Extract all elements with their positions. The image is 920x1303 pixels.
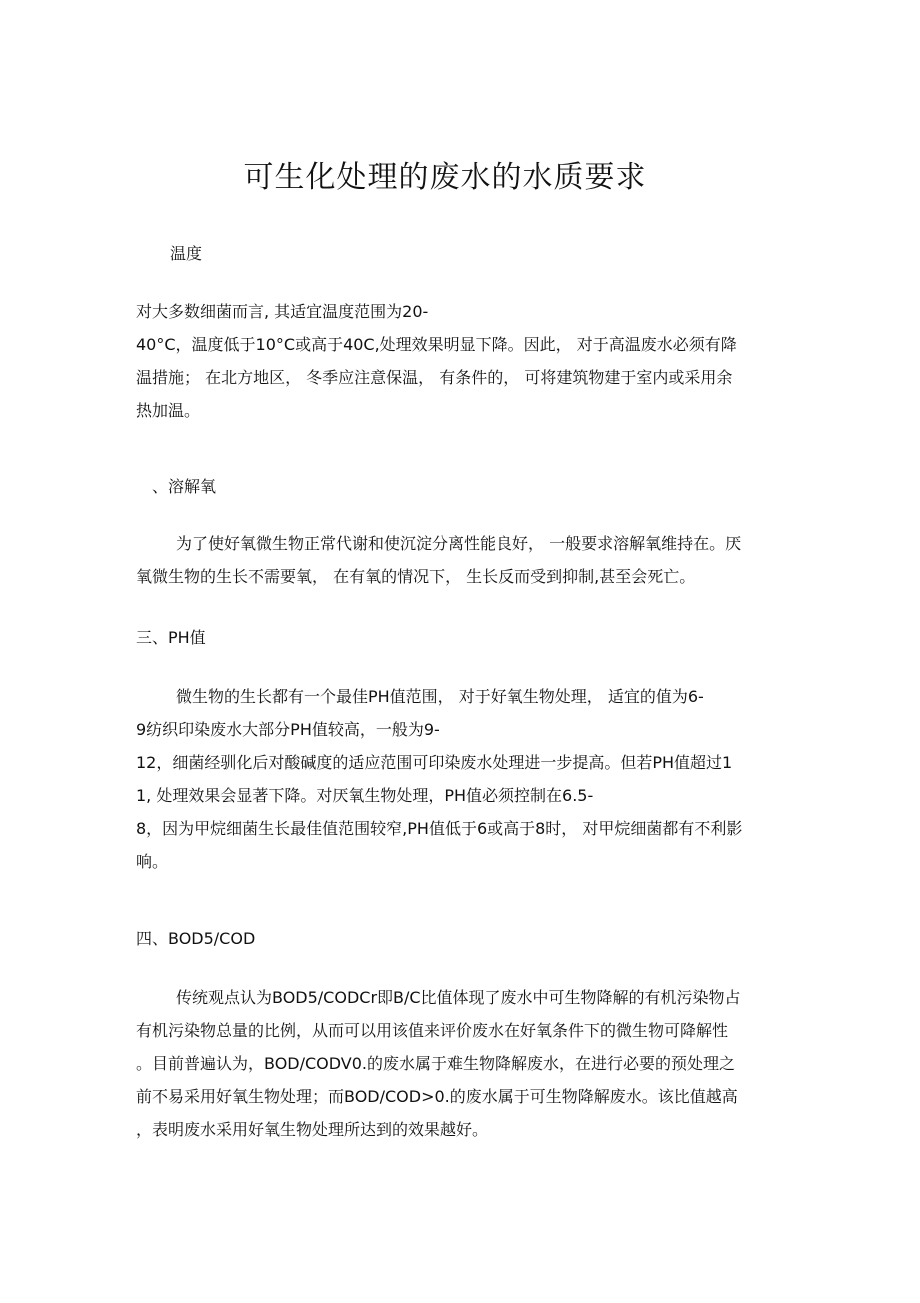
document-title: 可生化处理的废水的水质要求 bbox=[243, 160, 647, 195]
paragraph-line: 氧微生物的生长不需要氧， 在有氧的情况下， 生长反而受到抑制,甚至会死亡。 bbox=[136, 567, 696, 586]
paragraph-line: 。目前普遍认为，BOD/CODV0.的废水属于难生物降解废水，在进行必要的预处理之 bbox=[136, 1054, 736, 1073]
paragraph-line: 8，因为甲烷细菌生长最佳值范围较窄,PH值低于6或高于8时， 对甲烷细菌都有不利影 bbox=[136, 819, 743, 838]
paragraph-line: 热加温。 bbox=[136, 401, 201, 420]
paragraph-line: 9纺织印染废水大部分PH值较高，一般为9- bbox=[136, 720, 440, 739]
paragraph-line: 传统观点认为BOD5/CODCr即B/C比值体现了废水中可生物降解的有机污染物占 bbox=[176, 988, 741, 1007]
paragraph-line: 微生物的生长都有一个最佳PH值范围， 对于好氧生物处理， 适宜的值为6- bbox=[176, 687, 704, 706]
paragraph-line: 为了使好氧微生物正常代谢和使沉淀分离性能良好， 一般要求溶解氧维持在。厌 bbox=[176, 534, 742, 553]
section-body-temperature bbox=[136, 295, 786, 427]
paragraph-line: ，表明废水采用好氧生物处理所达到的效果越好。 bbox=[136, 1120, 489, 1139]
section-body-ph bbox=[136, 680, 786, 878]
paragraph-line: 前不易采用好氧生物处理；而BOD/COD>0.的废水属于可生物降解废水。该比值越高 bbox=[136, 1087, 738, 1106]
paragraph-line: 40°C，温度低于10°C或高于40C,处理效果明显下降。因此， 对于高温废水必须有降 bbox=[136, 335, 737, 354]
section-body-bod-cod bbox=[136, 981, 786, 1146]
paragraph-line: 有机污染物总量的比例，从而可以用该值来评价废水在好氧条件下的微生物可降解性 bbox=[136, 1021, 729, 1040]
paragraph-line: 对大多数细菌而言, 其适宜温度范围为20- bbox=[136, 302, 429, 321]
section-heading-dissolved-oxygen: 、溶解氧 bbox=[152, 477, 217, 496]
paragraph-line: 12，细菌经驯化后对酸碱度的适应范围可印染废水处理进一步提高。但若PH值超过1 bbox=[136, 753, 733, 772]
paragraph-line: 温措施； 在北方地区， 冬季应注意保温， 有条件的， 可将建筑物建于室内或采用余 bbox=[136, 368, 733, 387]
section-body-dissolved-oxygen bbox=[136, 527, 786, 593]
section-heading-ph: 三、PH值 bbox=[136, 628, 206, 647]
paragraph-line: 1, 处理效果会显著下降。对厌氧生物处理，PH值必须控制在6.5- bbox=[136, 786, 594, 805]
section-heading-temperature: 温度 bbox=[170, 244, 203, 263]
paragraph-line: 响。 bbox=[136, 852, 169, 871]
section-heading-bod-cod: 四、BOD5/COD bbox=[136, 929, 256, 948]
